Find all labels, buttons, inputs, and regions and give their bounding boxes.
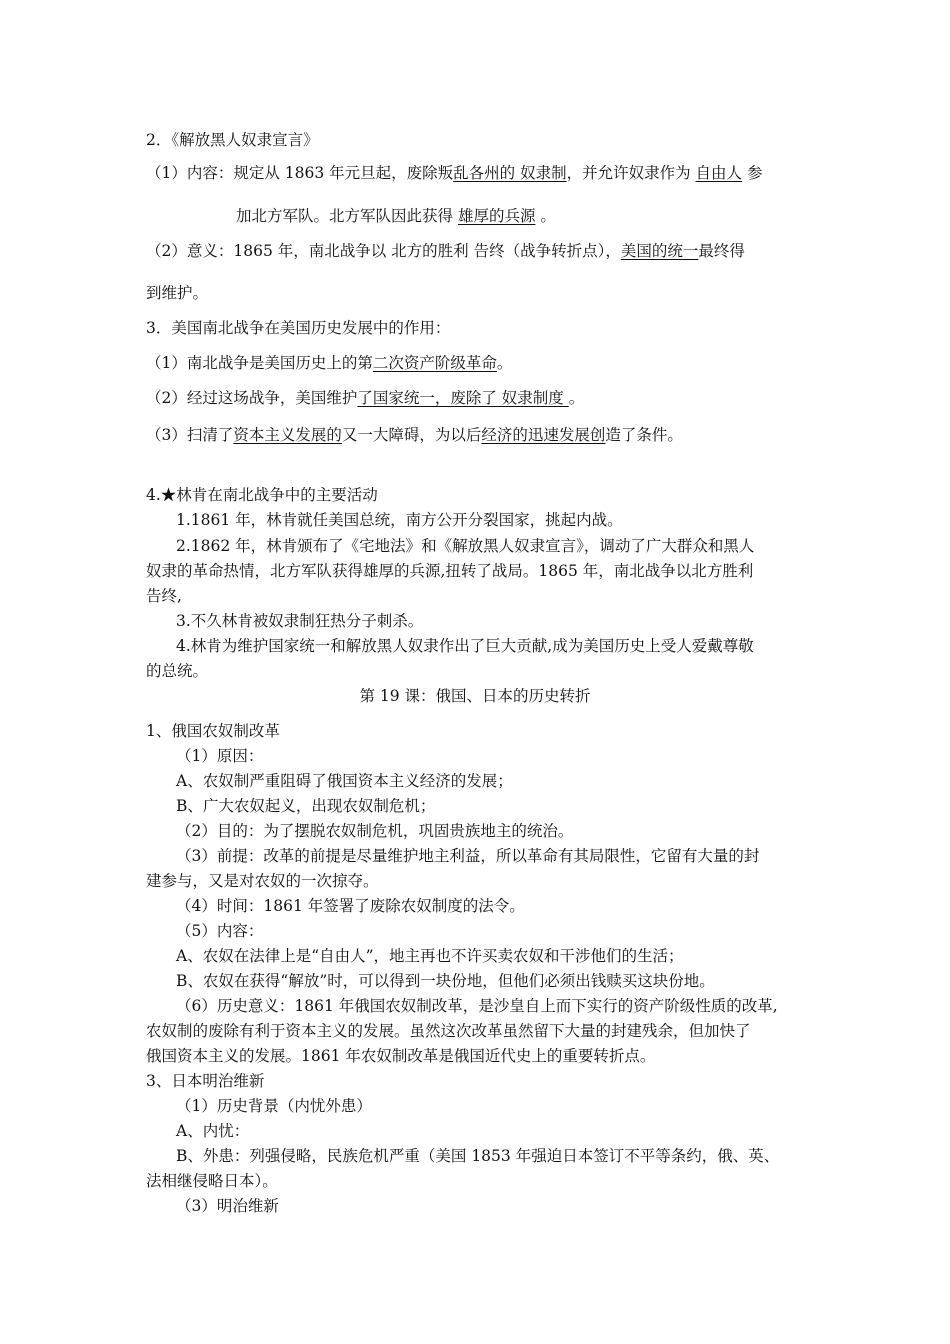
japan-meiji-title: 3、日本明治维新 [146,1072,265,1090]
lincoln-item-2-line-1: 2.1862 年，林肯颁布了《宅地法》和《解放黑人奴隶宣言》，调动了广大群众和黑人 [176,537,755,555]
lincoln-item-3: 3.不久林肯被奴隶制狂热分子刺杀。 [176,612,424,630]
lincoln-item-4-line-1: 4.林肯为维护国家统一和解放黑人奴隶作出了巨大贡献,成为美国历史上受人爱戴尊敬 [176,637,754,655]
section-4-title: 4.★林肯在南北战争中的主要活动 [146,486,378,504]
section-2-title: 2．《解放黑人奴隶宣言》 [146,131,319,149]
section-3-item-3: （3）扫清了资本主义发展的又一大障碍，为以后经济的迅速发展创造了条件。 [146,426,683,444]
lesson-heading: 第 19 课：俄国、日本的历史转折 [359,687,591,705]
section-3-title: 3．美国南北战争在美国历史发展中的作用： [146,319,451,337]
russia-content-b: B、农奴在获得“解放”时，可以得到一块份地，但他们必须出钱赎买这块份地。 [176,972,715,990]
russia-content-label: （5）内容： [176,922,264,940]
section-2-content-line-1: （1）内容：规定从 1863 年元旦起，废除叛乱各州的 奴隶制，并允许奴隶作为 自由人 参 [146,164,763,182]
section-3-item-2: （2）经过这场战争，美国维护了国家统一，废除了 奴隶制度 。 [146,389,585,407]
section-2-content-line-2: 加北方军队。北方军队因此获得 雄厚的兵源 。 [236,207,556,225]
russia-reason-b: B、广大农奴起义，出现农奴制危机； [176,797,436,815]
russia-significance-line-2: 农奴制的废除有利于资本主义的发展。虽然这次改革虽然留下大量的封建残余，但加快了 [146,1022,751,1040]
russia-premise-line-1: （3）前提：改革的前提是尽量维护地主利益，所以革命有其局限性，它留有大量的封 [176,847,760,865]
russia-content-a: A、农奴在法律上是“自由人”，地主再也不许买卖农奴和干涉他们的生活； [176,947,684,965]
japan-internal-trouble: A、内忧： [176,1122,250,1140]
russia-reform-title: 1、俄国农奴制改革 [146,722,280,740]
lincoln-item-4-line-2: 的总统。 [146,662,209,680]
russia-purpose: （2）目的：为了摆脱农奴制危机，巩固贵族地主的统治。 [176,822,574,840]
japan-external-threat-line-1: B、外患：列强侵略，民族危机严重（美国 1853 年强迫日本签订不平等条约，俄、英、 [176,1147,780,1165]
lincoln-item-1: 1.1861 年，林肯就任美国总统，南方公开分裂国家，挑起内战。 [176,511,623,529]
japan-external-threat-line-2: 法相继侵略日本）。 [146,1172,278,1190]
japan-background-label: （1）历史背景（内忧外患） [176,1097,372,1115]
lincoln-item-2-line-2: 奴隶的革命热情，北方军队获得雄厚的兵源,扭转了战局。1865 年，南北战争以北方胜利 [146,562,754,580]
russia-significance-line-3: 俄国资本主义的发展。1861 年农奴制改革是俄国近代史上的重要转折点。 [146,1047,656,1065]
section-3-item-1: （1）南北战争是美国历史上的第二次资产阶级革命。 [146,354,513,372]
russia-time: （4）时间：1861 年签署了废除农奴制度的法令。 [176,897,525,915]
japan-meiji-restoration-label: （3）明治维新 [176,1197,279,1215]
russia-reason-a: A、农奴制严重阻碍了俄国资本主义经济的发展； [176,772,513,790]
section-2-significance-line-2: 到维护。 [146,284,209,302]
lincoln-item-2-line-3: 告终, [146,587,182,605]
section-2-significance-line-1: （2）意义：1865 年，南北战争以 北方的胜利 告终（战争转折点），美国的统一最终得 [146,242,745,260]
russia-reason-label: （1）原因： [176,747,264,765]
russia-premise-line-2: 建参与，又是对农奴的一次掠夺。 [146,872,379,890]
russia-significance-line-1: （6）历史意义：1861 年俄国农奴制改革，是沙皇自上而下实行的资产阶级性质的改革, [176,997,778,1015]
